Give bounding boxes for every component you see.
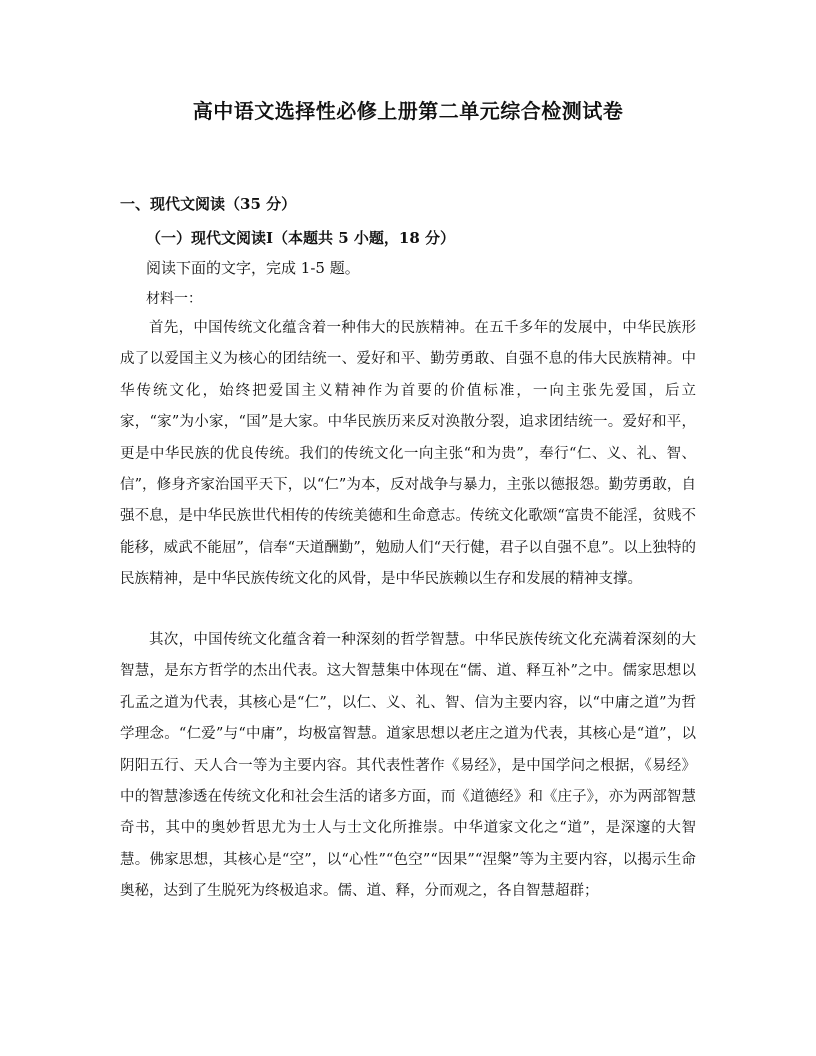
section-heading: 一、现代文阅读（35 分）: [120, 195, 297, 213]
subsection-heading: （一）现代文阅读Ⅰ（本题共 5 小题，18 分）: [146, 229, 455, 247]
page-title: 高中语文选择性必修上册第二单元综合检测试卷: [192, 99, 624, 123]
reading-instruction: 阅读下面的文字，完成 1-5 题。: [146, 259, 360, 277]
passage-paragraph-1: 首先，中国传统文化蕴含着一种伟大的民族精神。在五千多年的发展中，中华民族形成了以爱国主义为核心的团结统一、爱好和平、勤劳勇敢、自强不息的伟大民族精神。中华传统文化，始终把爱国主义精神作为首要的价值标准，一向主张先爱国，后立家，“家”为小家，“国”是大家。中华民族历来反对涣散分裂，追求团结统一。爱好和平，更是中华民族的优良传统。我们的传统文化一向主张“和为贵”，奉行“仁、义、礼、智、信”，修身齐家治国平天下，以“仁”为本，反对战争与暴力，主张以德报怨。勤劳勇敢，自强不息，是中华民族世代相传的传统美德和生命意志。传统文化歌颂“富贵不能淫，贫贱不能移，威武不能屈”，信奉“天道酬勤”，勉励人们“天行健，君子以自强不息”。以上独特的民族精神，是中华民族传统文化的风骨，是中华民族赖以生存和发展的精神支撑。: [120, 320, 696, 588]
passage-paragraph-2: 其次，中国传统文化蕴含着一种深刻的哲学智慧。中华民族传统文化充满着深刻的大智慧，是东方哲学的杰出代表。这大智慧集中体现在“儒、道、释互补”之中。儒家思想以孔孟之道为代表，其核心是“仁”，以仁、义、礼、智、信为主要内容，以“中庸之道”为哲学理念。“仁爱”与“中庸”，均极富智慧。道家思想以老庄之道为代表，其核心是“道”，以阴阳五行、天人合一等为主要内容。其代表性著作《易经》，是中国学问之根据，《易经》中的智慧渗透在传统文化和社会生活的诸多方面，而《道德经》和《庄子》，亦为两部智慧奇书，其中的奥妙哲思尤为士人与士文化所推崇。中华道家文化之“道”，是深邃的大智慧。佛家思想，其核心是“空”，以“心性”“色空”“因果”“涅槃”等为主要内容，以揭示生命奥秘，达到了生脱死为终极追求。儒、道、释，分而观之，各自智慧超群；: [120, 632, 696, 900]
material-label: 材料一：: [146, 291, 202, 307]
